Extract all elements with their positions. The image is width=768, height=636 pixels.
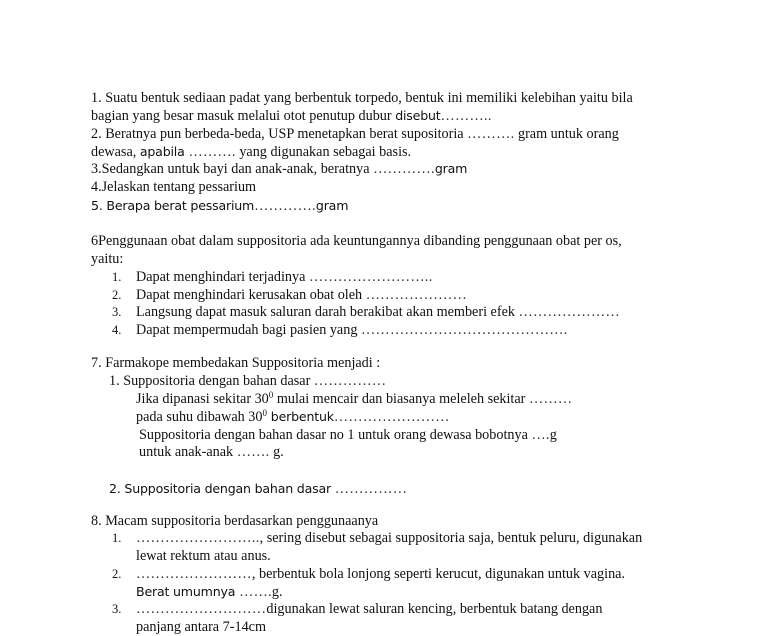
list-item-number: 2. [112,288,122,302]
list-item-number: 2. [112,567,122,581]
q7-line-d-blank: ……. [236,444,270,460]
q7-title [91,354,380,372]
q2-line2-end: yang digunakan sebagai basis. [235,144,412,160]
q7-line-d-text: untuk anak-anak [139,444,237,460]
q8-item1-line2 [136,547,271,565]
list-item-blank: ………………… [365,287,468,303]
q1-line2-text: bagian yang besar masuk melalui otot penutup dubur [91,108,396,124]
q7-line-b [136,408,450,426]
q1-blank: ……….. [440,108,492,124]
q2-line2-word: apabila [139,144,185,159]
q1-line1 [91,89,633,107]
list-item-text: Dapat menghindari kerusakan obat oleh [136,287,366,303]
q8-item1 [136,529,642,547]
q8-item3 [136,600,602,618]
q6-line2 [91,250,123,268]
q7-line-b-text: pada suhu dibawah 30 [136,409,263,425]
q7-line-a-end: mulai mencair dan biasanya meleleh sekitar [273,391,529,407]
q7-line-c-text: Suppositoria dengan bahan dasar no 1 untuk orang dewasa bobotnya [139,427,532,443]
q1-line2-word: disebut [395,108,441,123]
q2-line1-text: 2. Beratnya pun berbeda-beda, USP menetapkan berat supositoria [91,126,468,142]
q8-item2 [136,565,625,583]
list-item [136,303,620,321]
q5-blank: …………. [254,198,316,214]
q7-sub2-text: 2. Suppositoria dengan bahan dasar [109,481,335,496]
q1-line1-text: 1. Suatu bentuk sediaan padat yang berbentuk torpedo, bentuk ini memiliki kelebihan yaitu bila [91,90,633,106]
list-item-text: Dapat mempermudah bagi pasien yang [136,322,361,338]
list-item [136,268,433,286]
q5-text: 5. Berapa berat pessarium [91,198,255,213]
q8-item1-text: , sering disebut sebagai suppositoria saja, bentuk peluru, digunakan [259,530,643,546]
q8-item3-blank: ……………………… [136,601,267,617]
list-item-number: 3. [112,305,122,319]
list-item-number: 3. [112,602,122,616]
list-item-number: 1. [112,531,122,545]
q4-text: 4.Jelaskan tentang pessarium [91,179,257,195]
q8-title-text: 8. Macam suppositoria berdasarkan penggunaanya [91,513,379,529]
degree-superscript: 0 [268,390,274,400]
q8-item1-blank: …………………….. [136,530,260,546]
q7-sub1 [109,372,386,390]
q3-line [91,160,467,178]
q7-line-c [139,426,557,444]
q7-sub1-blank: …………… [313,373,387,389]
q7-sub2 [109,480,407,498]
q7-line-a-blank: ……… [528,391,573,407]
q8-title [91,512,378,530]
list-item-text: Dapat menghindari terjadinya [136,269,309,285]
q1-line2 [91,107,492,125]
q8-item2-line2-text: Berat umumnya [136,584,240,599]
q7-sub1-text: 1. Suppositoria dengan bahan dasar [109,373,314,389]
q7-line-c-blank: …. [531,427,550,443]
q8-item3-line2 [136,618,266,636]
q2-line2-text: dewasa, [91,144,140,160]
list-item-blank: ……………………………………. [360,322,568,338]
q8-item2-text: , berbentuk bola lonjong seperti kerucut, digunakan untuk vagina. [251,566,626,582]
list-item-blank: …………………….. [308,269,433,285]
q8-item2-line2-blank: ……. [239,584,272,600]
list-item [136,321,568,339]
q8-item3-line2-text: panjang antara 7-14cm [136,619,266,635]
q2-line1-end: gram untuk orang [514,126,619,142]
q6-line1-text: 6Penggunaan obat dalam suppositoria ada keuntungannya dibanding penggunaan obat per os, [91,233,622,249]
q2-line1 [91,125,619,143]
q7-line-d-end: g. [269,444,284,460]
q7-sub2-blank: …………… [334,481,408,497]
q8-item2-line2 [136,583,283,601]
list-item-number: 4. [112,323,122,337]
q3-text: 3.Sedangkan untuk bayi dan anak-anak, beratnya [91,161,374,177]
q7-line-b-blank: …………………… [333,409,450,425]
q7-line-c-end: g [549,427,557,443]
q3-blank: …………. [373,161,435,177]
list-item-number: 1. [112,270,122,284]
q2-blank-1: ………. [467,126,515,142]
q7-title-text: 7. Farmakope membedakan Suppositoria menjadi : [91,355,381,371]
q5-unit: gram [315,198,349,213]
q4-line [91,178,256,196]
degree-superscript: 0 [262,408,267,418]
q7-line-a-text: Jika dipanasi sekitar 30 [136,391,269,407]
q5-line [91,197,348,215]
q8-item1-line2-text: lewat rektum atau anus. [136,548,271,564]
q2-line2 [91,143,411,161]
q2-blank-2: ………. [184,144,236,160]
q7-line-b-word: berbentuk [266,409,334,424]
q8-item2-blank: …………………… [136,566,252,582]
q7-line-d [139,443,284,461]
q3-unit: gram [434,161,468,176]
list-item-text: Langsung dapat masuk saluran darah berakibat akan memberi efek [136,304,519,320]
list-item [136,286,467,304]
q7-line-a [136,390,572,408]
q6-line1 [91,232,622,250]
list-item-blank: ………………… [518,304,620,320]
q8-item3-text: digunakan lewat saluran kencing, berbentuk batang dengan [266,601,603,617]
q6-line2-text: yaitu: [91,251,124,267]
q8-item2-line2-end: g. [271,584,283,600]
